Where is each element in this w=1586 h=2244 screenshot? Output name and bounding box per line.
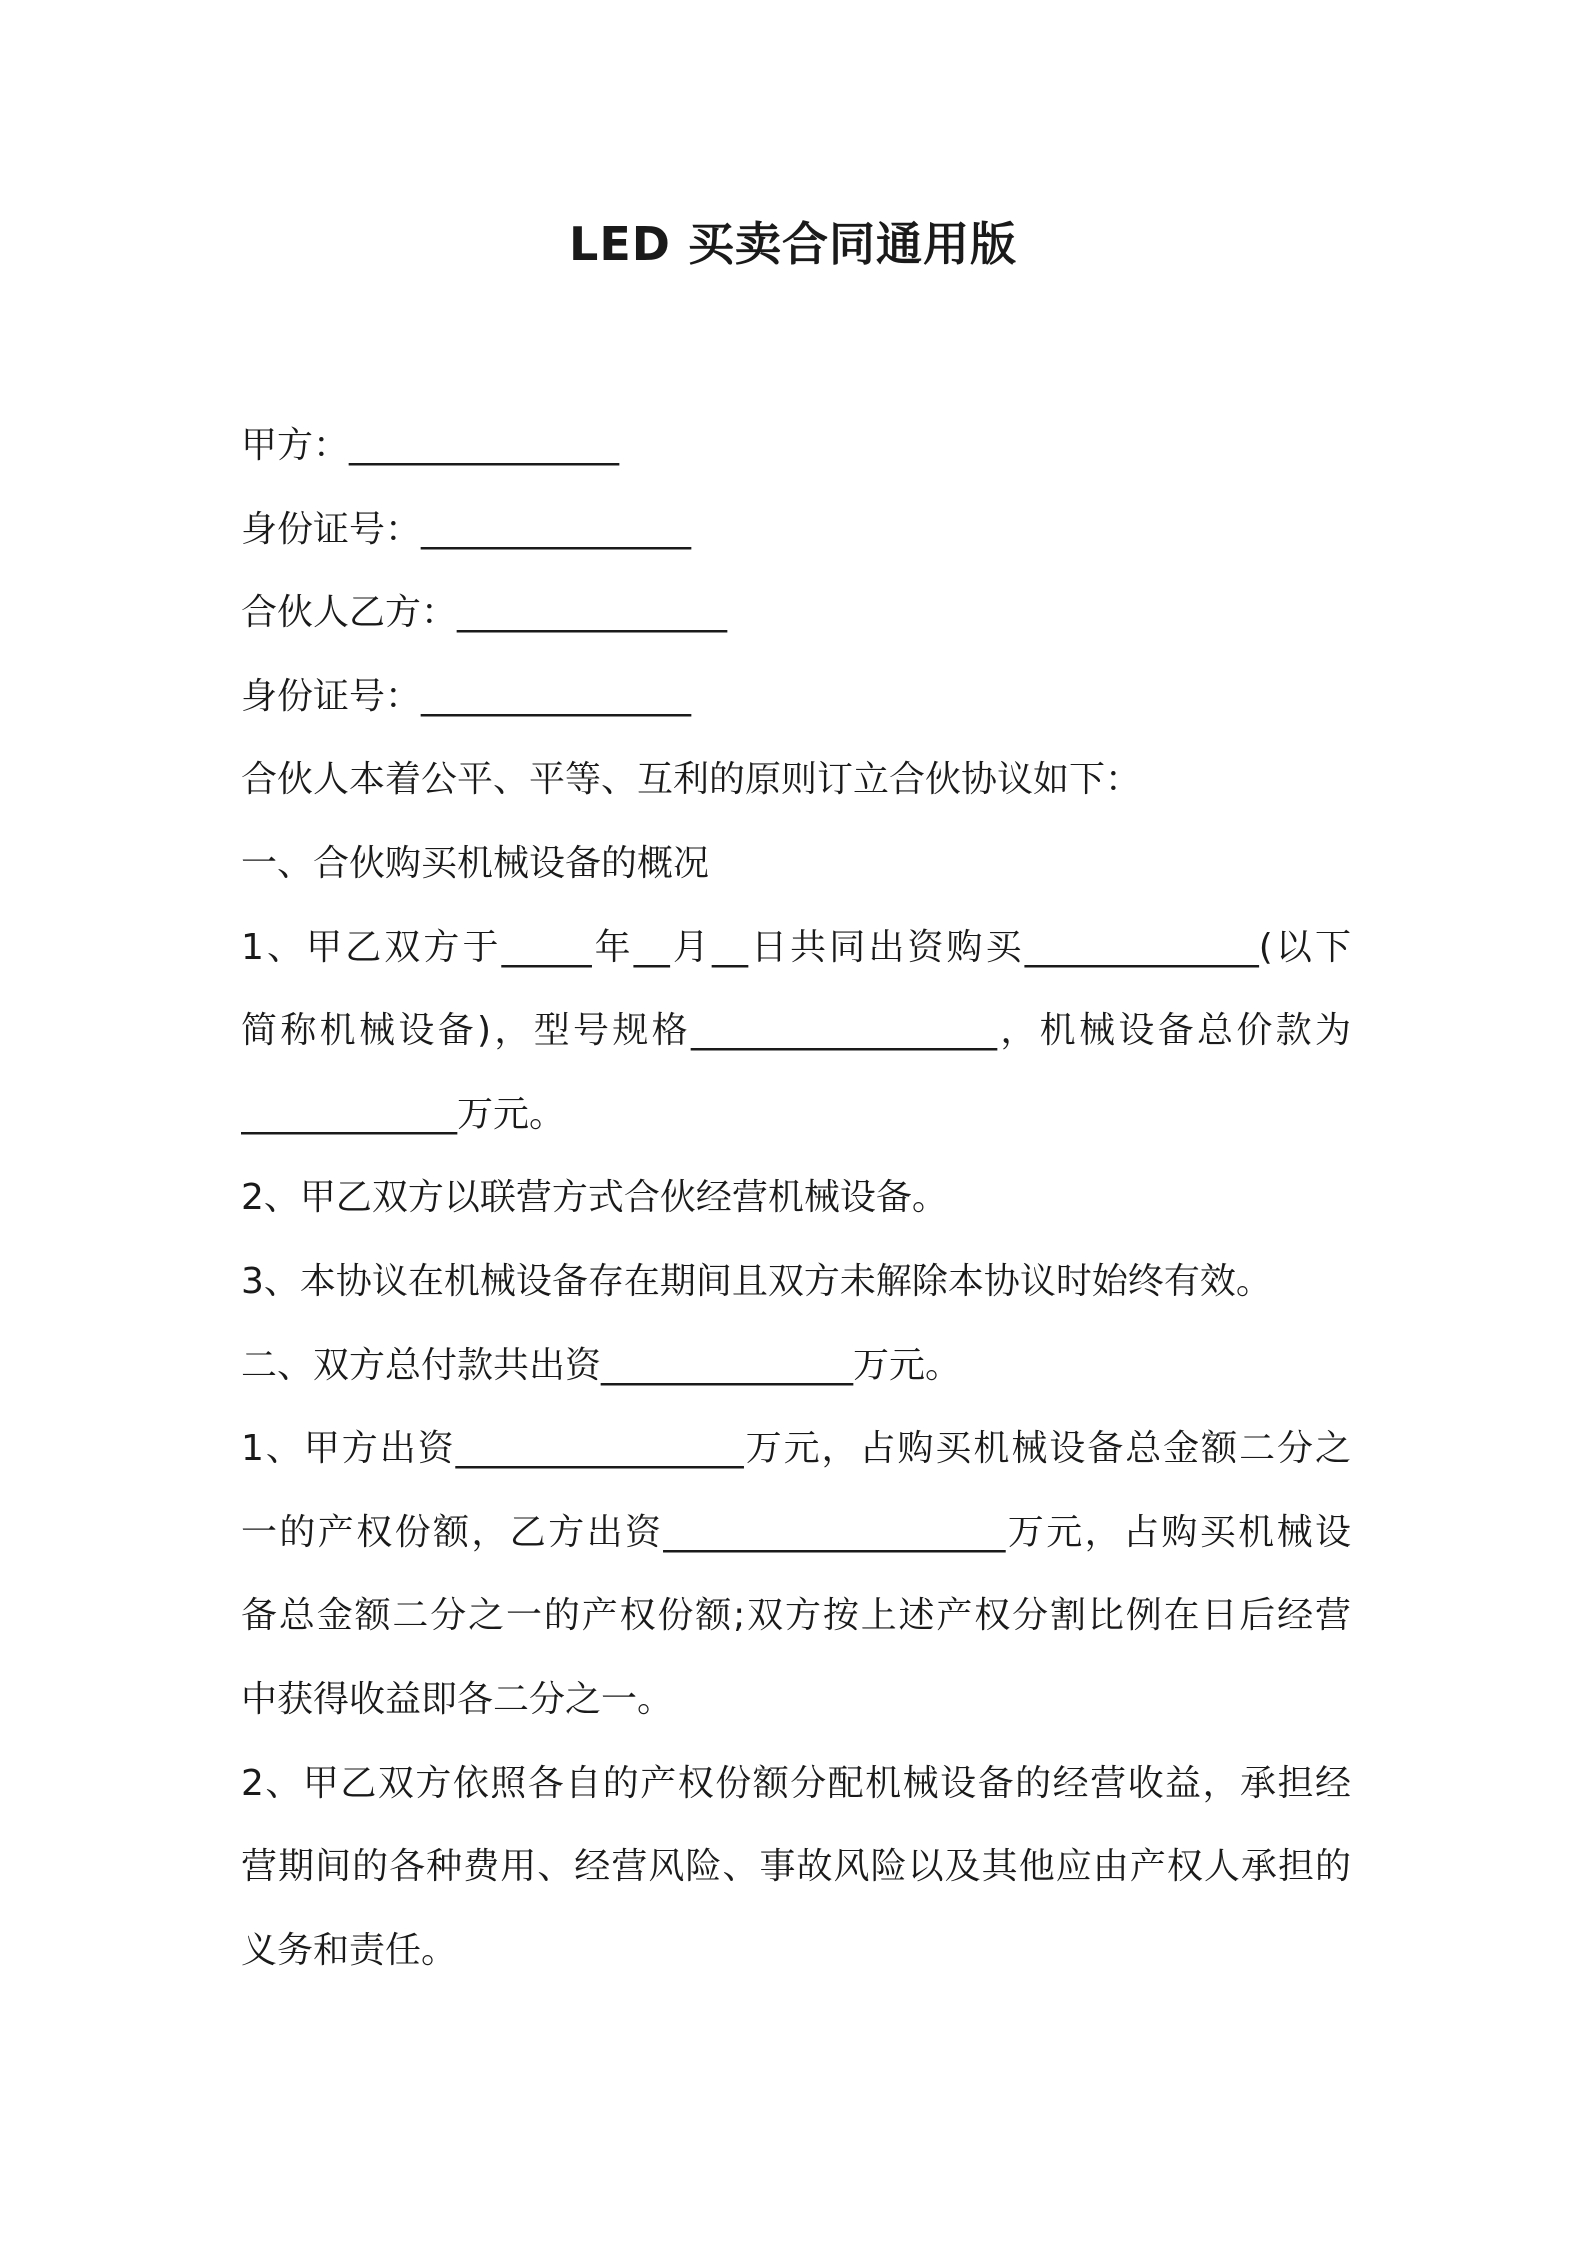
clause-1-3-line: 3、本协议在机械设备存在期间且双方未解除本协议时始终有效。 xyxy=(241,1260,1272,1302)
preamble-line: 合伙人本着公平、平等、互利的原则订立合伙协议如下： xyxy=(241,759,1142,801)
clause-2-1-line-3: 备总金额二分之一的产权份额;双方按上述产权分割比例在日后经营 xyxy=(241,1595,1351,1637)
clause-1-1-line-3: ____________万元。 xyxy=(241,1093,566,1135)
clause-1-2-line: 2、甲乙双方以联营方式合伙经营机械设备。 xyxy=(241,1177,948,1219)
clause-2-2-line-1: 2、甲乙双方依照各自的产权份额分配机械设备的经营收益，承担经 xyxy=(241,1762,1351,1804)
clause-2-1-line-4: 中获得收益即各二分之一。 xyxy=(241,1678,674,1720)
party-a-id-line: 身份证号：_______________ xyxy=(241,508,692,550)
clause-2-1-line-1: 1、甲方出资________________万元，占购买机械设备总金额二分之 xyxy=(241,1428,1351,1470)
document-body xyxy=(241,404,1351,1992)
document-title: LED 买卖合同通用版 xyxy=(569,217,1017,271)
party-a-line: 甲方：_______________ xyxy=(241,425,620,466)
clause-2-2-line-3: 义务和责任。 xyxy=(241,1929,458,1971)
party-b-id-line: 身份证号：_______________ xyxy=(241,675,692,717)
party-b-line: 合伙人乙方：_______________ xyxy=(241,592,728,634)
clause-1-1-line-1: 1、甲乙双方于_____年__月__日共同出资购买_____________(以下 xyxy=(241,926,1351,968)
clause-2-1-line-2: 一的产权份额，乙方出资___________________万元，占购买机械设 xyxy=(241,1511,1351,1553)
clause-2-2-line-2: 营期间的各种费用、经营风险、事故风险以及其他应由产权人承担的 xyxy=(241,1846,1351,1888)
clause-1-1-line-2: 简称机械设备)，型号规格_________________，机械设备总价款为 xyxy=(241,1010,1351,1052)
section-2-heading: 二、双方总付款共出资______________万元。 xyxy=(241,1344,962,1386)
section-1-heading: 一、合伙购买机械设备的概况 xyxy=(241,842,710,884)
